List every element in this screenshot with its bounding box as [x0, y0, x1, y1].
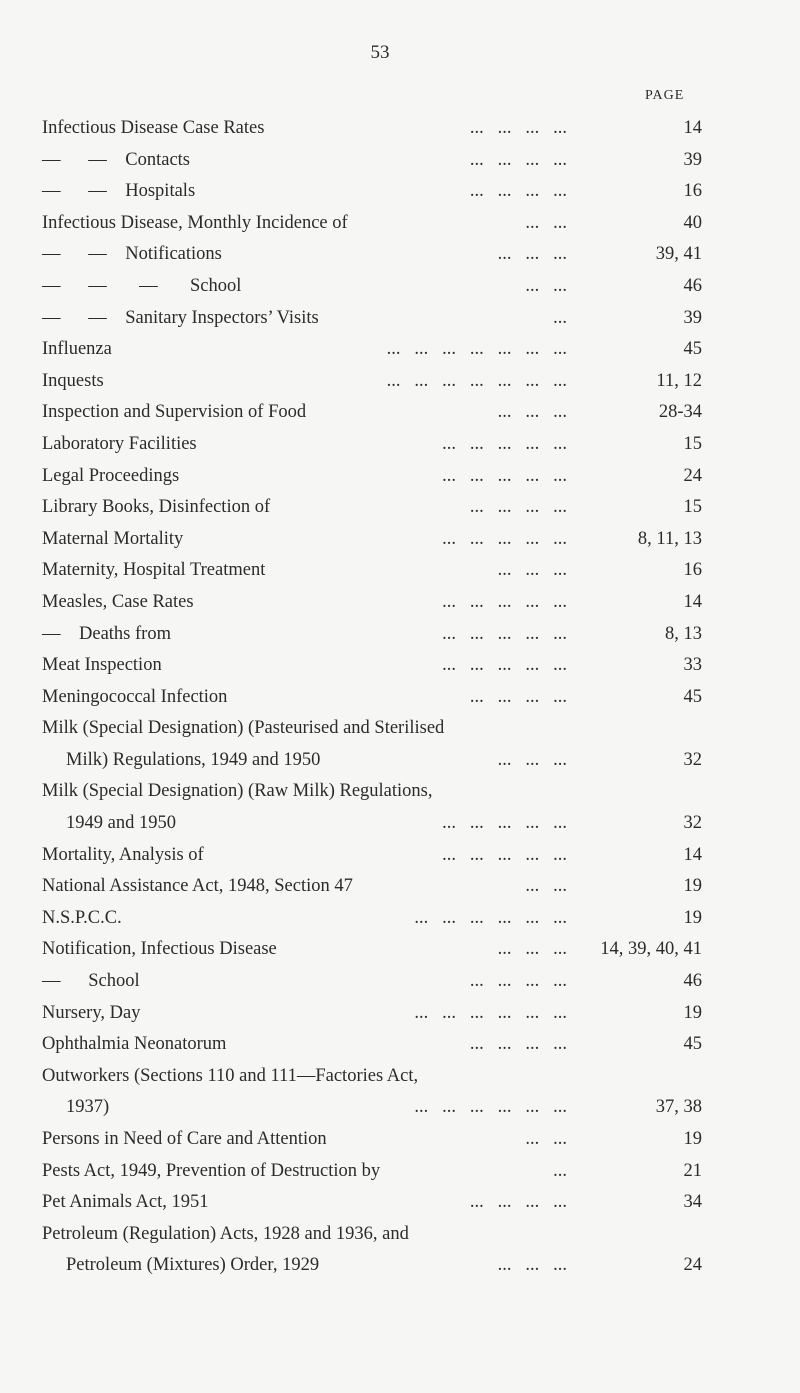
entry-pages: 16 — [683, 560, 702, 581]
entry-label: Maternal Mortality — [42, 528, 184, 549]
dot-leader: ... ... ... — [497, 560, 567, 581]
index-entry — [42, 840, 702, 872]
dot-leader: ... — [553, 1160, 567, 1181]
entry-pages: 39, 41 — [655, 244, 702, 265]
entry-label: Meat Inspection — [42, 655, 162, 676]
entry-pages: 34 — [683, 1192, 702, 1213]
dot-leader: ... ... ... — [497, 244, 567, 265]
entry-pages: 19 — [683, 1002, 702, 1023]
entry-label: Notification, Infectious Disease — [42, 939, 277, 960]
index-entry — [42, 271, 702, 303]
entry-label: Inspection and Supervision of Food — [42, 402, 307, 423]
index-list — [42, 113, 702, 1282]
entry-pages: 19 — [683, 907, 702, 928]
entry-pages: 39 — [683, 149, 702, 170]
dot-leader: ... ... ... — [497, 939, 567, 960]
index-entry — [42, 1219, 702, 1251]
dot-leader: ... — [553, 307, 567, 328]
index-entry — [42, 1250, 702, 1282]
entry-pages: 21 — [683, 1160, 702, 1181]
entry-pages: 14 — [683, 591, 702, 612]
index-entry — [42, 366, 702, 398]
entry-label: — — Sanitary Inspectors’ Visits — [42, 307, 319, 328]
entry-label: — — Hospitals — [42, 181, 196, 202]
entry-label: Influenza — [42, 339, 112, 360]
page-number: 53 — [370, 42, 390, 63]
entry-pages: 24 — [683, 1255, 702, 1276]
entry-label: Petroleum (Mixtures) Order, 1929 — [66, 1255, 320, 1276]
dot-leader: ... ... — [525, 275, 567, 296]
entry-pages: 24 — [683, 465, 702, 486]
entry-label: Petroleum (Regulation) Acts, 1928 and 1936, and — [42, 1223, 409, 1244]
index-entry — [42, 239, 702, 271]
index-entry — [42, 1156, 702, 1188]
index-entry — [42, 303, 702, 335]
dot-leader: ... ... ... ... ... — [442, 465, 567, 486]
entry-pages: 19 — [683, 876, 702, 897]
dot-leader: ... ... ... — [497, 749, 567, 770]
dot-leader: ... ... — [525, 876, 567, 897]
entry-label: Pests Act, 1949, Prevention of Destruction by — [42, 1160, 381, 1181]
index-entry — [42, 145, 702, 177]
dot-leader: ... ... ... ... — [469, 181, 567, 202]
index-entry — [42, 1187, 702, 1219]
entry-label: — School — [42, 971, 140, 992]
entry-label: Infectious Disease, Monthly Incidence of — [42, 212, 348, 233]
index-entry — [42, 1061, 702, 1093]
index-entry — [42, 745, 702, 777]
dot-leader: ... ... ... ... ... ... — [414, 1097, 567, 1118]
entry-pages: 46 — [683, 971, 702, 992]
index-entry — [42, 713, 702, 745]
entry-label: — — — School — [42, 275, 242, 296]
dot-leader: ... ... ... ... ... — [442, 844, 567, 865]
dot-leader: ... ... ... ... ... — [442, 528, 567, 549]
entry-label: — Deaths from — [42, 623, 171, 644]
index-entry — [42, 1092, 702, 1124]
dot-leader: ... ... ... ... ... ... ... — [386, 370, 567, 391]
dot-leader: ... ... — [525, 212, 567, 233]
dot-leader: ... ... ... ... — [469, 118, 567, 138]
entry-pages: 16 — [683, 181, 702, 202]
index-entry — [42, 619, 702, 651]
entry-pages: 15 — [683, 497, 702, 518]
index-entry — [42, 397, 702, 429]
entry-pages: 37, 38 — [655, 1097, 702, 1118]
entry-label: Milk (Special Designation) (Raw Milk) Regulations, — [42, 781, 433, 802]
dot-leader: ... ... ... ... ... ... ... — [386, 339, 567, 360]
dot-leader: ... ... ... ... ... — [442, 433, 567, 454]
entry-pages: 14 — [683, 118, 702, 138]
entry-label: Meningococcal Infection — [42, 686, 228, 707]
entry-label: Pet Animals Act, 1951 — [42, 1192, 209, 1213]
dot-leader: ... ... ... ... — [469, 971, 567, 992]
entry-label: Persons in Need of Care and Attention — [42, 1129, 327, 1149]
index-entry — [42, 587, 702, 619]
dot-leader: ... ... ... ... — [469, 1192, 567, 1213]
entry-label: — — Contacts — [42, 149, 190, 170]
entry-pages: 8, 13 — [665, 623, 702, 644]
dot-leader: ... ... ... ... ... — [442, 813, 567, 834]
dot-leader: ... ... ... ... ... ... — [414, 907, 567, 928]
dot-leader: ... ... ... ... — [469, 686, 567, 707]
index-entry — [42, 934, 702, 966]
index-entry — [42, 429, 702, 461]
entry-label: National Assistance Act, 1948, Section 47 — [42, 876, 353, 897]
entry-label: Measles, Case Rates — [42, 591, 194, 612]
dot-leader: ... ... ... — [497, 1255, 567, 1276]
entry-label: Milk) Regulations, 1949 and 1950 — [66, 749, 321, 770]
index-entry — [42, 682, 702, 714]
dot-leader: ... ... — [525, 1129, 567, 1149]
entry-label: Maternity, Hospital Treatment — [42, 560, 266, 581]
entry-pages: 45 — [683, 339, 702, 360]
index-entry — [42, 113, 702, 145]
entry-label: N.S.P.C.C. — [42, 907, 122, 928]
dot-leader: ... ... ... — [497, 402, 567, 423]
index-entry — [42, 1124, 702, 1156]
entry-label: Library Books, Disinfection of — [42, 497, 271, 518]
entry-pages: 28-34 — [658, 402, 702, 423]
entry-pages: 19 — [683, 1129, 702, 1149]
index-entry — [42, 966, 702, 998]
entry-pages: 15 — [683, 433, 702, 454]
index-entry — [42, 176, 702, 208]
entry-pages: 11, 12 — [656, 370, 702, 391]
entry-label: Mortality, Analysis of — [42, 844, 204, 865]
entry-label: Ophthalmia Neonatorum — [42, 1034, 227, 1055]
index-entry — [42, 524, 702, 556]
dot-leader: ... ... ... ... ... ... — [414, 1002, 567, 1023]
index-entry — [42, 871, 702, 903]
entry-pages: 14 — [683, 844, 702, 865]
index-entry — [42, 903, 702, 935]
index-entry — [42, 492, 702, 524]
entry-label: Milk (Special Designation) (Pasteurised and Sterilised — [42, 718, 445, 739]
entry-pages: 8, 11, 13 — [637, 528, 702, 549]
entry-label: Outworkers (Sections 110 and 111—Factories Act, — [42, 1065, 419, 1086]
entry-label: Laboratory Facilities — [42, 433, 197, 454]
page-column-header: PAGE — [645, 88, 685, 103]
entry-pages: 39 — [683, 307, 702, 328]
entry-label: Legal Proceedings — [42, 465, 180, 486]
entry-label: Infectious Disease Case Rates — [42, 118, 265, 138]
entry-pages: 33 — [683, 655, 702, 676]
entry-pages: 14, 39, 40, 41 — [600, 939, 702, 960]
entry-label: Nursery, Day — [42, 1002, 141, 1023]
entry-label: Inquests — [42, 370, 104, 391]
index-entry — [42, 1029, 702, 1061]
index-entry — [42, 776, 702, 808]
entry-pages: 32 — [683, 749, 702, 770]
entry-pages: 46 — [683, 275, 702, 296]
entry-pages: 40 — [683, 212, 702, 233]
dot-leader: ... ... ... ... ... — [442, 655, 567, 676]
entry-label: 1937) — [66, 1097, 110, 1118]
entry-label: 1949 and 1950 — [66, 813, 176, 834]
index-entry — [42, 461, 702, 493]
dot-leader: ... ... ... ... — [469, 149, 567, 170]
index-entry — [42, 998, 702, 1030]
index-entry — [42, 208, 702, 240]
entry-label: — — Notifications — [42, 244, 222, 265]
index-entry — [42, 334, 702, 366]
dot-leader: ... ... ... ... ... — [442, 623, 567, 644]
dot-leader: ... ... ... ... ... — [442, 591, 567, 612]
entry-pages: 45 — [683, 686, 702, 707]
dot-leader: ... ... ... ... — [469, 1034, 567, 1055]
index-entry — [42, 808, 702, 840]
entry-pages: 32 — [683, 813, 702, 834]
index-entry — [42, 555, 702, 587]
entry-pages: 45 — [683, 1034, 702, 1055]
dot-leader: ... ... ... ... — [469, 497, 567, 518]
index-entry — [42, 650, 702, 682]
